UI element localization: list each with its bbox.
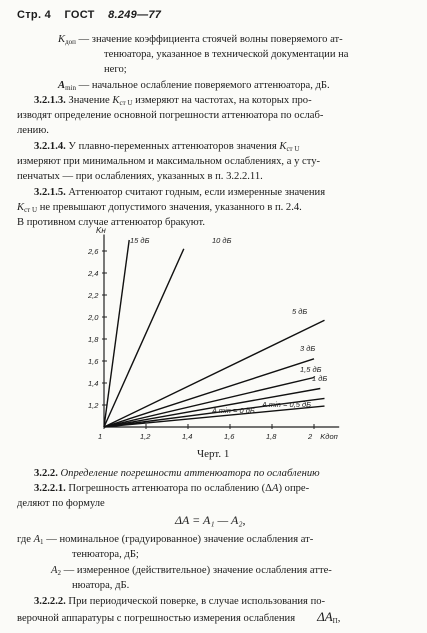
gost-label: ГОСТ (64, 9, 95, 21)
clause-3-2-1-3: 3.2.1.3. Значение $K_{ст U}$ измеряют на частотах, на которых про- (34, 95, 312, 107)
x-tick-label: 1,6 (224, 432, 235, 441)
x-tick-label: 1,2 (140, 432, 151, 441)
gost-number: 8.249—77 (108, 9, 162, 21)
clause-3-2-1-3-l3: лению. (17, 125, 49, 136)
y-tick-label: 1,6 (88, 357, 99, 366)
x-tick-label: 1,4 (182, 432, 193, 441)
clause-3-2-1-3-l2: изводят определение основной погрешности аттенюатора по ослаб- (17, 110, 324, 121)
def-a2: $A_2$ — измеренное (действительное) значение ослабления атте- (51, 565, 332, 577)
y-tick-label: 2,2 (88, 291, 99, 300)
y-tick-label: 1,4 (88, 379, 99, 388)
series-label: A min = 0 дБ (212, 406, 255, 415)
x-tick-label: 1 (98, 432, 103, 441)
series-label: 1,5 дБ (300, 365, 322, 374)
clause-3-2-1-5: 3.2.1.5. Аттенюатор считают годным, если измеренные значения (34, 187, 326, 198)
y-tick-label: 2,0 (88, 313, 99, 322)
series-label: 3 дБ (300, 344, 316, 353)
clause-3-2-1-4-l3: пенчатых — при ослаблениях, указанных в п. 3.2.2.11. (17, 171, 263, 182)
section-3-2-2-title: 3.2.2. Определение погрешности аттенюатора по ослаблению (34, 468, 320, 479)
page-number: Стр. 4 (17, 9, 52, 21)
def-kdop-cont-2: него; (104, 64, 127, 75)
clause-3-2-1-5-l2: $K_{ст U}$ не превышают допустимого значения, указанного в п. 2.4. (17, 202, 302, 214)
def-a1-cont: тенюатора, дБ; (72, 549, 139, 560)
figure-caption: Черт. 1 (197, 448, 230, 460)
y-tick-label: 1,8 (88, 335, 99, 344)
series-label: A min = 0,5 дБ (262, 400, 311, 409)
formula-delta-a: ΔA = A₁ — A₂, (175, 513, 246, 527)
def-a2-cont: нюатора, дБ. (72, 580, 130, 591)
def-a1: где $A_1$ — номинальное (градуированное) значение ослабления ат- (17, 534, 314, 546)
def-amin: $A_{min}$ — начальное ослабление поверяемого аттенюатора, дБ. (58, 80, 330, 92)
x-tick-label: 2 (308, 432, 313, 441)
y-tick-label: 1,2 (88, 401, 99, 410)
y-tick-label: 2,4 (88, 269, 99, 278)
series-label: 5 дБ (292, 307, 308, 316)
x-tick-label: 1,8 (266, 432, 277, 441)
clause-3-2-2-1: 3.2.2.1. Погрешность аттенюатора по ослаблению (ΔA) опре- (34, 483, 310, 494)
series-label: 1 дБ (312, 374, 328, 383)
clause-3-2-2-1-l2: деляют по формуле (17, 498, 105, 509)
series-label: 15 дБ (130, 236, 150, 245)
clause-3-2-1-4-l2: измеряют при минимальном и максимальном ослаблениях, а у сту- (17, 156, 321, 167)
def-kdop-cont-1: тенюатора, указанное в технической документации на (104, 49, 349, 60)
clause-3-2-1-5-l3: В противном случае аттенюатор бракуют. (17, 217, 205, 228)
def-kdop: $K_{доп}$ — значение коэффициента стоячей волны поверяемого ат- (58, 34, 343, 46)
y-tick-label: 2,6 (88, 247, 99, 256)
series-label: 10 дБ (212, 236, 232, 245)
clause-3-2-1-4: 3.2.1.4. У плавно-переменных аттенюаторов значения $K_{ст U}$ (34, 141, 300, 153)
x-axis-label: Kдоп (320, 432, 338, 441)
clause-3-2-2-2-l2: верочной аппаратуры с погрешностью измерения ослабления $\Delta A_П$, (17, 609, 341, 625)
y-axis-label: Kн (96, 226, 106, 235)
clause-3-2-2-2: 3.2.2.2. При периодической поверке, в случае использования по- (34, 596, 326, 607)
